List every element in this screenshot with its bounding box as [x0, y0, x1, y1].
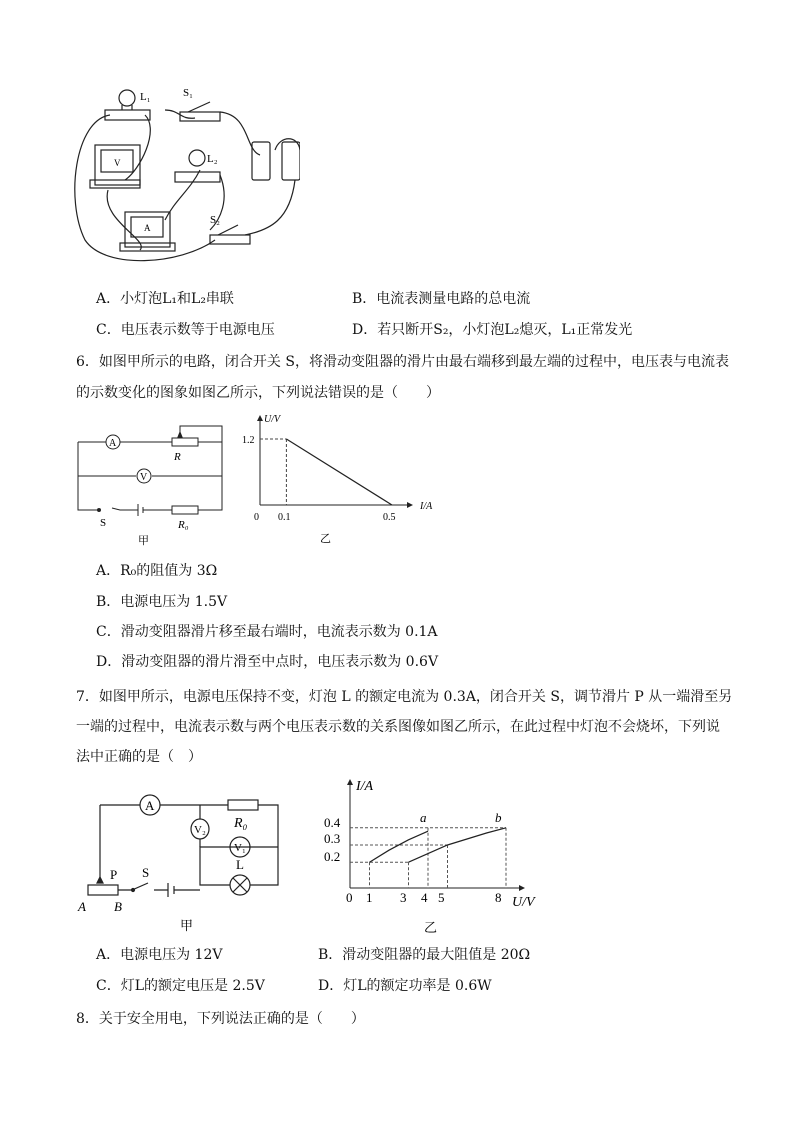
q7-ytick-0.2: 0.2	[324, 849, 341, 864]
q7-label-A-end: A	[78, 899, 86, 914]
q6-xlabel: I/A	[420, 501, 433, 512]
q7-option-d[interactable]: D．灯L的额定功率是 0.6W	[318, 978, 492, 994]
q6-ammeter-label: A	[109, 438, 117, 449]
q6-circuit-diagram	[72, 418, 232, 548]
q6-stem-line2: 的示数变化的图象如图乙所示，下列说法错误的是（ ）	[76, 385, 440, 401]
q6-caption-yi: 乙	[320, 533, 331, 545]
q7-xtick-0: 0	[346, 890, 353, 905]
q6-xtick-0.5: 0.5	[383, 512, 396, 523]
q8-stem: 8．关于安全用电，下列说法正确的是（ ）	[76, 1011, 365, 1027]
label-A: A	[144, 223, 151, 233]
q7-label-S: S	[142, 865, 150, 880]
q7-xtick-5: 5	[438, 890, 445, 905]
q7-xtick-4: 4	[421, 890, 428, 905]
label-L2: L₂	[207, 153, 218, 165]
q7-caption-yi: 乙	[424, 920, 438, 935]
q6-label-R: R	[174, 451, 181, 463]
q7-circuit-diagram	[70, 785, 290, 935]
q7-ylabel: I/A	[356, 779, 374, 794]
q6-option-b[interactable]: B．电源电压为 1.5V	[96, 594, 228, 610]
q5-circuit-illustration	[70, 80, 300, 270]
label-S1: S₁	[183, 87, 193, 99]
q6-stem-line1: 6．如图甲所示的电路，闭合开关 S，将滑动变阻器的滑片由最右端移到最左端的过程中，电压表与电流表	[76, 354, 729, 370]
q6-option-a[interactable]: A．R₀的阻值为 3Ω	[96, 563, 218, 579]
q6-xtick-0.1: 0.1	[278, 512, 291, 523]
q7-label-R0: R₀	[234, 816, 248, 831]
q7-annotation-a: a	[420, 810, 427, 825]
q5-option-c[interactable]: C．电压表示数等于电源电压	[96, 322, 275, 338]
q7-ammeter-label: A	[145, 798, 155, 813]
q7-stem-line2: 一端的过程中，电流表示数与两个电压表示数的关系图像如图乙所示，在此过程中灯泡不会烧坏，下列说	[76, 719, 720, 735]
q6-xtick-0: 0	[254, 512, 259, 523]
q6-ylabel: U/V	[264, 414, 281, 425]
q7-annotation-b: b	[495, 810, 502, 825]
q6-caption-jia: 甲	[138, 535, 149, 547]
label-S2: S₂	[210, 214, 220, 226]
label-V: V	[114, 158, 121, 168]
q7-label-B-end: B	[114, 899, 122, 914]
q7-graph	[320, 772, 550, 942]
q6-option-c[interactable]: C．滑动变阻器滑片移至最右端时，电流表示数为 0.1A	[96, 624, 438, 640]
q7-ytick-0.4: 0.4	[324, 815, 341, 830]
q6-voltmeter-label: V	[140, 472, 148, 483]
q6-ytick-1.2: 1.2	[242, 435, 255, 446]
q5-option-d[interactable]: D．若只断开S₂，小灯泡L₂熄灭，L₁正常发光	[352, 322, 633, 338]
q7-stem-line1: 7．如图甲所示，电源电压保持不变，灯泡 L 的额定电流为 0.3A，闭合开关 S，调节滑片 P 从一端滑至另	[76, 689, 733, 705]
q6-label-S: S	[100, 517, 107, 529]
q7-xtick-1: 1	[366, 890, 373, 905]
q7-ytick-0.3: 0.3	[324, 831, 341, 846]
q6-label-R0: R₀	[178, 519, 189, 531]
q5-option-a[interactable]: A．小灯泡L₁和L₂串联	[96, 291, 234, 307]
q5-option-b[interactable]: B．电流表测量电路的总电流	[352, 291, 531, 307]
q7-xlabel: U/V	[512, 895, 535, 910]
q7-stem-line3: 法中正确的是（ ）	[76, 749, 202, 765]
q7-option-c[interactable]: C．灯L的额定电压是 2.5V	[96, 978, 265, 994]
q7-v2-label: V₂	[194, 824, 206, 836]
q7-v1-label: V₁	[234, 842, 246, 854]
q7-option-b[interactable]: B．滑动变阻器的最大阻值是 20Ω	[318, 947, 531, 963]
q7-caption-jia: 甲	[180, 918, 194, 933]
q7-label-P: P	[110, 867, 118, 882]
q7-xtick-8: 8	[495, 890, 502, 905]
q7-xtick-3: 3	[400, 890, 407, 905]
q6-graph	[240, 412, 440, 552]
q7-label-L: L	[236, 857, 244, 872]
label-L1: L₁	[140, 91, 151, 103]
q6-series-line	[286, 439, 392, 505]
q7-option-a[interactable]: A．电源电压为 12V	[96, 947, 223, 963]
q6-option-d[interactable]: D．滑动变阻器的滑片滑至中点时，电压表示数为 0.6V	[96, 654, 439, 670]
